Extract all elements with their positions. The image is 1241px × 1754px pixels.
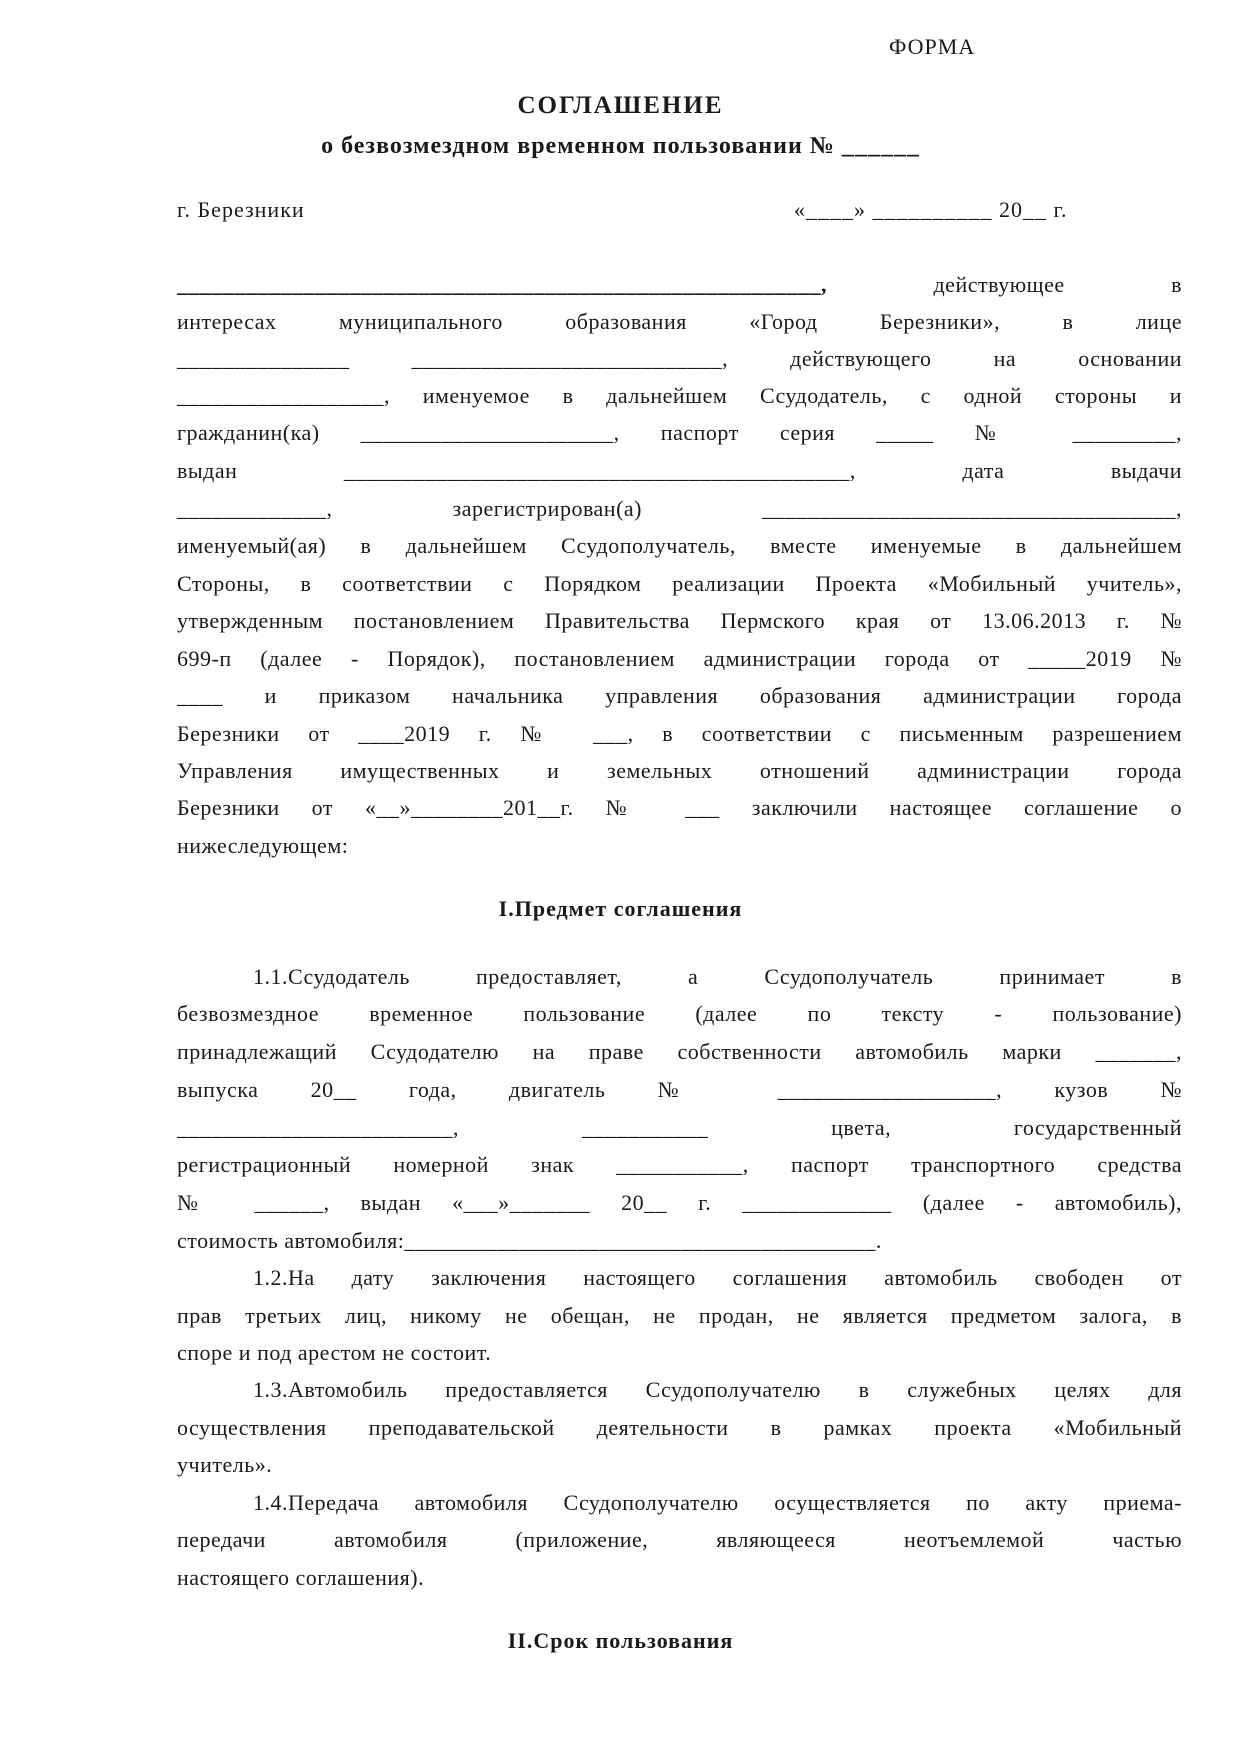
preamble-line: выдан ____________________________________________, дата выдачи xyxy=(177,458,1182,483)
preamble-line: интересах муниципального образования «Город Березники», в лице xyxy=(177,309,1182,334)
clause-1-4-line: настоящего соглашения). xyxy=(177,1565,425,1590)
preamble-line: утвержденным постановлением Правительства Пермского края от 13.06.2013 г. № xyxy=(177,608,1182,633)
clause-1-3-line: учитель». xyxy=(177,1452,273,1477)
clause-1-4-line: 1.4.Передача автомобиля Ссудополучателю осуществляется по акту приема- xyxy=(253,1490,1182,1515)
clause-1-1-line: стоимость автомобиля:_________________________________________. xyxy=(177,1228,882,1253)
clause-1-3-line: осуществления преподавательской деятельности в рамках проекта «Мобильный xyxy=(177,1415,1182,1440)
preamble-line: Березники от ____2019 г. № ___, в соответствии с письменным разрешением xyxy=(177,721,1182,746)
preamble-line: гражданин(ка) ______________________, паспорт серия _____ № _________, xyxy=(177,420,1182,445)
clause-1-1-line: № ______, выдан «___»_______ 20__ г. _____________ (далее - автомобиль), xyxy=(177,1190,1182,1215)
section-heading-subject: I.Предмет соглашения xyxy=(498,896,743,921)
clause-1-2-line: споре и под арестом не состоит. xyxy=(177,1340,492,1365)
preamble-line: Березники от «__»________201__г. № ___ заключили настоящее соглашение о xyxy=(177,795,1182,820)
clause-1-1-line: регистрационный номерной знак ___________, паспорт транспортного средства xyxy=(177,1152,1182,1177)
clause-1-1-line: выпуска 20__ года, двигатель № ___________________, кузов № xyxy=(177,1077,1182,1102)
lender-name-blank: ________________________________________________________, xyxy=(177,272,827,297)
place-field: г. Березники xyxy=(177,197,305,222)
clause-1-1-line: 1.1.Ссудодатель предоставляет, а Ссудополучатель принимает в xyxy=(253,964,1182,989)
preamble-line: 699-п (далее - Порядок), постановлением администрации города от _____2019 № xyxy=(177,646,1182,671)
clause-1-4-line: передачи автомобиля (приложение, являющееся неотъемлемой частью xyxy=(177,1527,1182,1552)
section-heading-term: II.Срок пользования xyxy=(507,1628,734,1653)
document-subtitle: о безвозмездном временном пользовании № ______ xyxy=(321,133,920,159)
form-label: ФОРМА xyxy=(889,34,976,59)
clause-1-1-line: безвозмездное временное пользование (далее по тексту - пользование) xyxy=(177,1001,1182,1026)
preamble-line: _______________ ___________________________, действующего на основании xyxy=(177,346,1182,371)
clause-1-1-line: ________________________, ___________ цвета, государственный xyxy=(177,1115,1182,1140)
clause-1-3-line: 1.3.Автомобиль предоставляется Ссудополучателю в служебных целях для xyxy=(253,1377,1182,1402)
preamble-line: ____ и приказом начальника управления образования администрации города xyxy=(177,683,1182,708)
date-field: «____» __________ 20__ г. xyxy=(794,197,1068,222)
preamble-line: нижеследующем: xyxy=(177,833,349,858)
preamble-line: ________________________________________________________, действующее в xyxy=(177,272,1182,297)
preamble-line: Управления имущественных и земельных отношений администрации города xyxy=(177,758,1182,783)
preamble-line: __________________, именуемое в дальнейшем Ссудодатель, с одной стороны и xyxy=(177,383,1182,408)
preamble-line: Стороны, в соответствии с Порядком реализации Проекта «Мобильный учитель», xyxy=(177,571,1182,596)
clause-1-1-line: принадлежащий Ссудодателю на праве собственности автомобиль марки _______, xyxy=(177,1039,1182,1064)
document-title: СОГЛАШЕНИЕ xyxy=(517,92,724,119)
preamble-line: именуемый(ая) в дальнейшем Ссудополучатель, вместе именуемые в дальнейшем xyxy=(177,533,1182,558)
clause-1-2-line: 1.2.На дату заключения настоящего соглашения автомобиль свободен от xyxy=(253,1265,1182,1290)
clause-1-2-line: прав третьих лиц, никому не обещан, не продан, не является предметом залога, в xyxy=(177,1303,1182,1328)
preamble-line: _____________, зарегистрирован(а) ____________________________________, xyxy=(177,496,1182,521)
